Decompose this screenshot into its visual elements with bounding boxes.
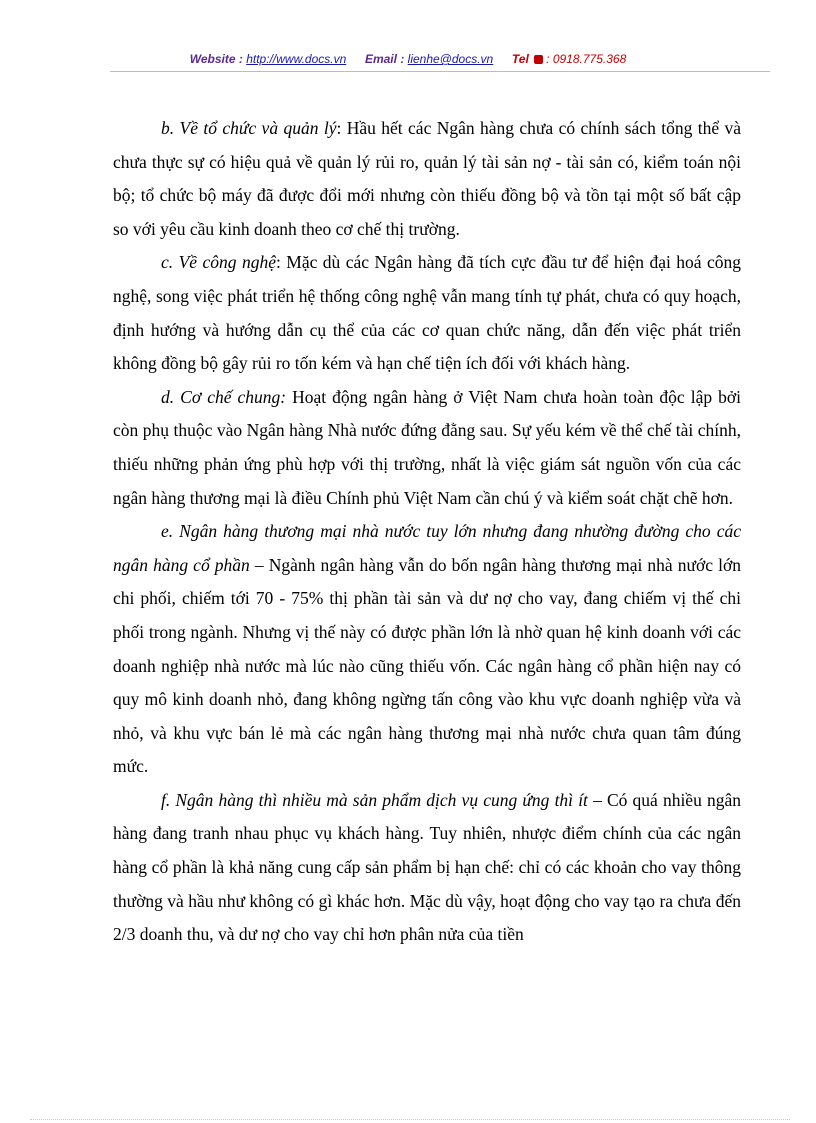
- paragraph-e: [113, 515, 741, 784]
- paragraph-c: [113, 246, 741, 380]
- paragraph-d: [113, 381, 741, 515]
- tel-value: : 0918.775.368: [546, 52, 627, 66]
- paragraph-text: – Có quá nhiều ngân hàng đang tranh nhau phục vụ khách hàng. Tuy nhiên, nhược điểm chính của các ngân hàng cổ phần là khả năng cung cấp sản phẩm bị hạn chế: chỉ có các khoản cho vay thông thường và hầu như không có gì khác hơn. Mặc dù vậy, hoạt động cho vay tạo ra chưa đến 2/3 doanh thu, và dư nợ cho vay chỉ hơn phân nửa của tiền: [113, 789, 741, 945]
- email-link[interactable]: lienhe@docs.vn: [407, 52, 494, 66]
- paragraph-f: [113, 784, 741, 952]
- document-body: [113, 112, 741, 952]
- paragraph-lead: e. Ngân hàng thương mại nhà nước tuy lớn nhưng đang nhường đường cho các ngân hàng cổ phần: [113, 521, 741, 575]
- footer-divider: [30, 1119, 790, 1120]
- tel-label: Tel: [511, 52, 529, 66]
- paragraph-text: Hoạt động ngân hàng ở Việt Nam chưa hoàn toàn độc lập bởi còn phụ thuộc vào Ngân hàng Nhà nước đứng đằng sau. Sự yếu kém về thể chế tài chính, thiếu những phản ứng phù hợp với thị trường, nhất là việc giám sát nguồn vốn của các ngân hàng thương mại là điều Chính phủ Việt Nam cần chú ý và kiểm soát chặt chẽ hơn.: [113, 386, 741, 508]
- email-separator: :: [400, 52, 405, 66]
- header-divider: [110, 71, 770, 72]
- paragraph-text: – Ngành ngân hàng vẫn do bốn ngân hàng thương mại nhà nước lớn chi phối, chiếm tới 70 - 75% thị phần tài sản và dư nợ cho vay, đang chiếm vị thế chi phối trong ngành. Nhưng vị thế này có được phần lớn là nhờ quan hệ kinh doanh với các doanh nghiệp nhà nước mà lúc nào cũng thiếu vốn. Các ngân hàng cổ phần hiện nay có quy mô kinh doanh nhỏ, đang không ngừng tấn công vào khu vực doanh nghiệp vừa và nhỏ, và khu vực bán lẻ mà các ngân hàng thương mại nhà nước chưa quan tâm đúng mức.: [113, 554, 741, 777]
- paragraph-lead: d. Cơ chế chung:: [161, 386, 287, 407]
- website-link[interactable]: http://www.docs.vn: [246, 52, 347, 66]
- page-header: [0, 52, 816, 66]
- paragraph-lead: b. Về tổ chức và quản lý: [161, 118, 337, 138]
- email-label: Email: [364, 52, 397, 66]
- paragraph-lead: c. Về công nghệ: [161, 252, 276, 273]
- paragraph-b: [113, 112, 741, 246]
- paragraph-text: : Mặc dù các Ngân hàng đã tích cực đầu tư để hiện đại hoá công nghệ, song việc phát triển hệ thống công nghệ vẫn mang tính tự phát, chưa có quy hoạch, định hướng và hướng dẫn cụ thể của các cơ quan chức năng, dẫn đến việc phát triển không đồng bộ gây rủi ro tốn kém và hạn chế tiện ích đối với khách hàng.: [113, 252, 741, 374]
- paragraph-text: : Hầu hết các Ngân hàng chưa có chính sách tổng thể và chưa thực sự có hiệu quả về quản lý rủi ro, quản lý tài sản nợ - tài sản có, kiểm toán nội bộ; tổ chức bộ máy đã được đổi mới nhưng còn thiếu đồng bộ và tồn tại một số bất cập so với yêu cầu kinh doanh theo cơ chế thị trường.: [113, 118, 741, 239]
- website-label: Website :: [189, 52, 243, 66]
- phone-icon: [534, 55, 543, 64]
- paragraph-lead: f. Ngân hàng thì nhiều mà sản phẩm dịch vụ cung ứng thì ít: [161, 789, 588, 810]
